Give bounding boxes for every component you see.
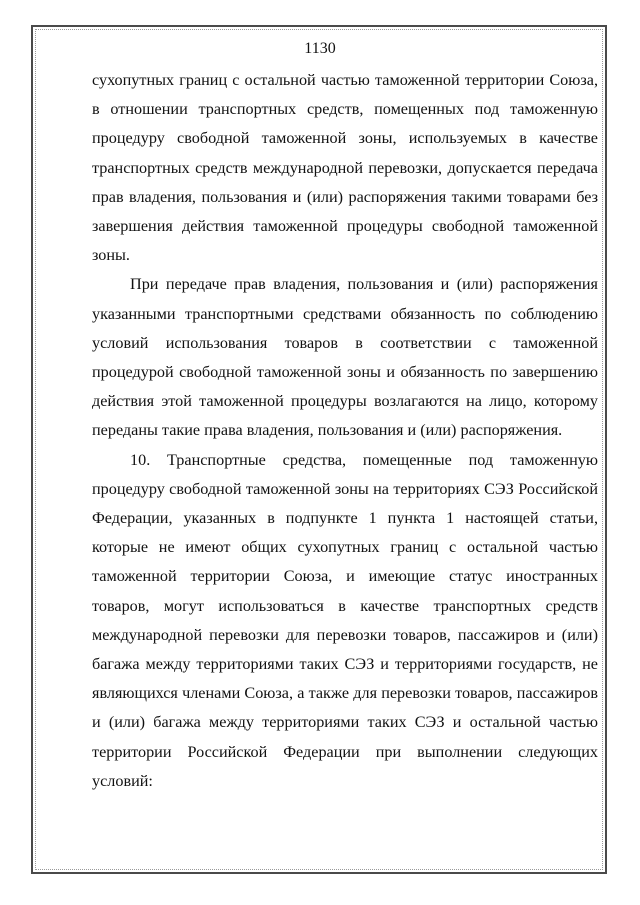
paragraph-item-10: 10. Транспортные средства, помещенные под таможенную процедуру свободной таможенной зоны на территориях СЭЗ Российской Федерации, указанных в подпункте 1 пункта 1 настоящей статьи, которые не имеют общих сухопутных границ с остальной частью таможенной территории Союза, и имеющие статус иностранных товаров, могут использоваться в качестве транспортных средств международной перевозки для перевозки товаров, пассажиров и (или) багажа между территориями таких СЭЗ и территориями государств, не являющихся членами Союза, а также для перевозки товаров, пассажиров и (или) багажа между территориями таких СЭЗ и остальной частью территории Российской Федерации при выполнении следующих условий: — [92, 450, 598, 790]
page-number: 1130 — [304, 40, 336, 57]
paragraph-transfer-rights: При передаче прав владения, пользования и (или) распоряжения указанными транспортными средствами обязанность по соблюдению условий использования товаров в соответствии с таможенной процедурой свободной таможенной зоны и обязанность по завершению действия этой таможенной процедуры возлагаются на лицо, которому переданы такие права владения, пользования и (или) распоряжения. — [92, 275, 598, 440]
paragraph-continuation: сухопутных границ с остальной частью таможенной территории Союза, в отношении транспортных средств, помещенных под таможенную процедуру свободной таможенной зоны, используемых в качестве транспортных средств международной перевозки, допускается передача прав владения, пользования и (или) распоряжения такими товарами без завершения действия таможенной процедуры свободной таможенной зоны. — [92, 71, 598, 265]
document-body — [92, 66, 598, 796]
